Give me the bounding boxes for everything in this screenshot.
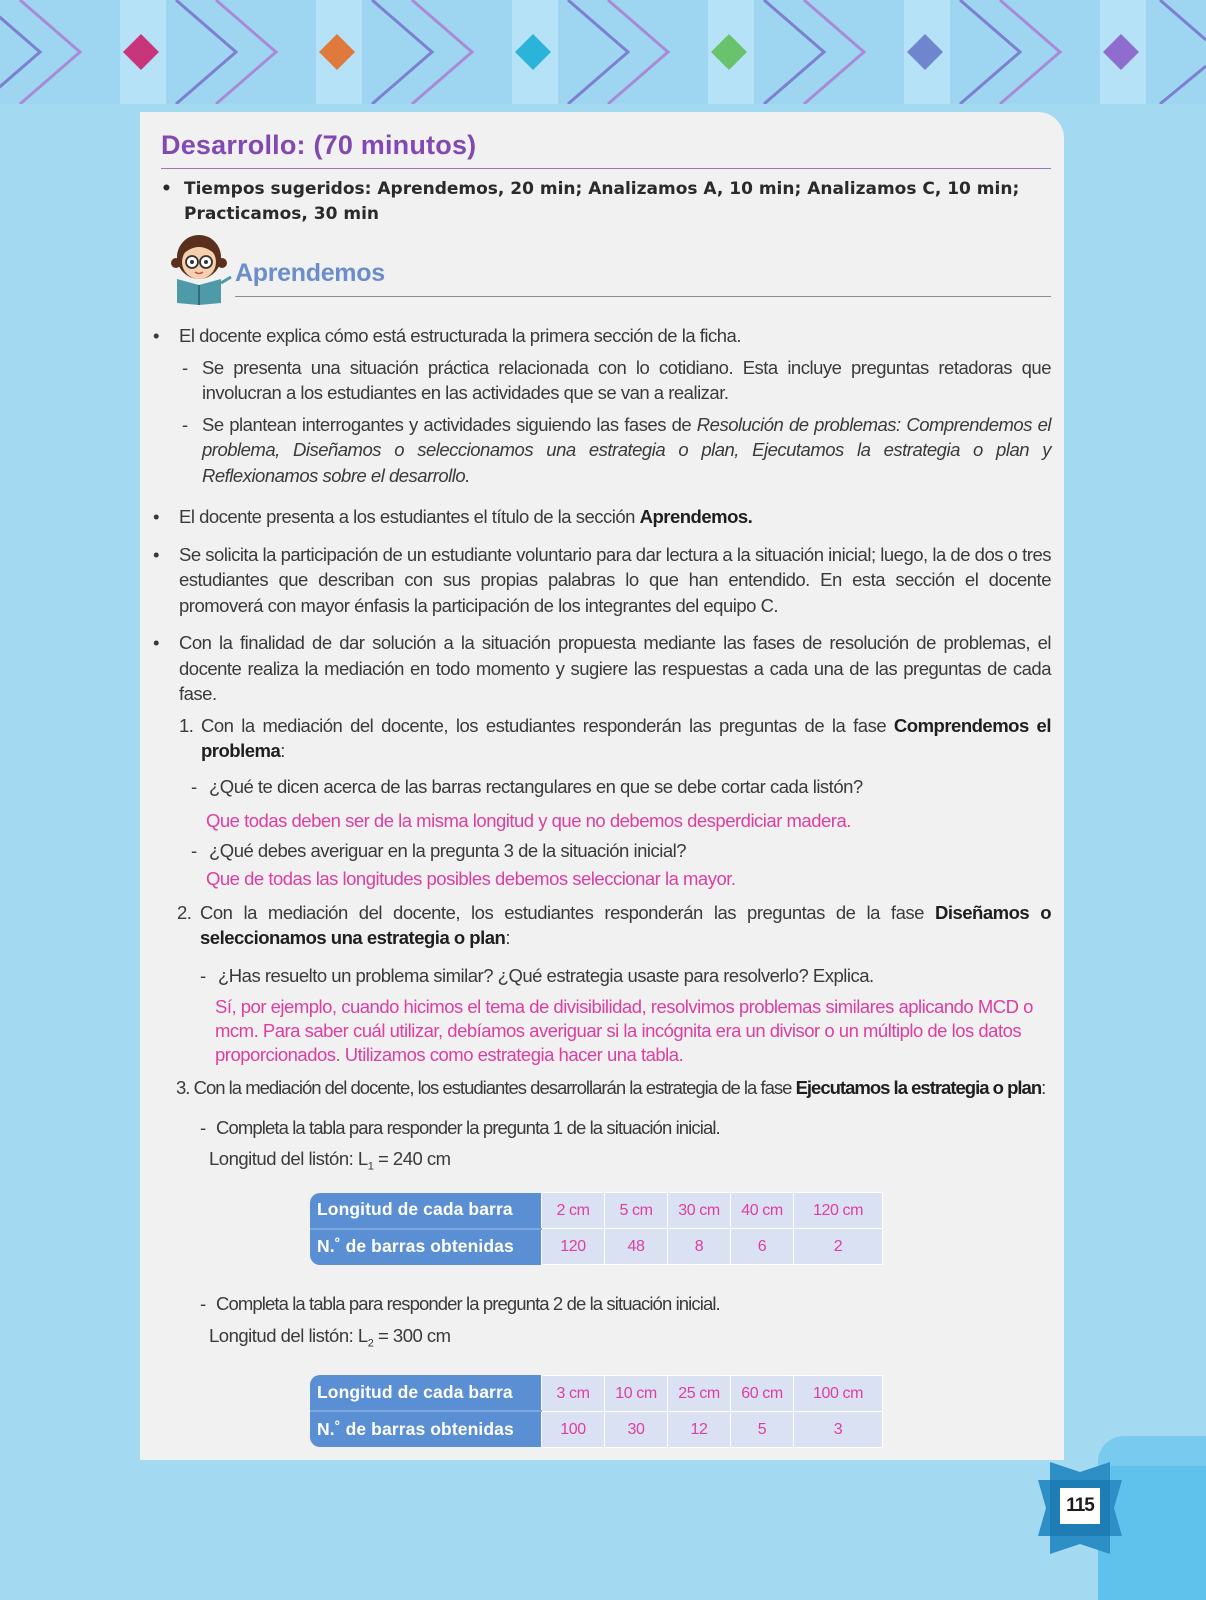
table-2 bbox=[310, 1375, 883, 1448]
table-cell: 10 cm bbox=[605, 1375, 668, 1411]
table-cell: 30 cm bbox=[668, 1193, 731, 1229]
question-text: ¿Qué debes averiguar en la pregunta 3 de la situación inicial? bbox=[209, 839, 687, 861]
girl-reading-icon bbox=[165, 233, 235, 305]
dash-marker: - bbox=[182, 356, 188, 378]
table-intro bbox=[161, 1291, 1051, 1317]
bullet-marker: • bbox=[153, 325, 159, 346]
dash-marker: - bbox=[191, 775, 197, 797]
decorative-banner bbox=[0, 0, 1206, 112]
aprendemos-title: Aprendemos bbox=[235, 259, 385, 287]
dash-item bbox=[161, 355, 1051, 406]
question bbox=[161, 838, 1051, 864]
section-title: Desarrollo: (70 minutos) bbox=[161, 130, 1051, 169]
liston-subscript: 2 bbox=[367, 1337, 374, 1350]
table-cell: 5 bbox=[731, 1411, 794, 1447]
table-cell: 100 cm bbox=[794, 1375, 883, 1411]
liston-length bbox=[209, 1146, 1051, 1180]
numbered-text-bold: Ejecutamos la estrategia o plan bbox=[795, 1077, 1042, 1098]
dash-marker: - bbox=[200, 1116, 206, 1138]
table-cell: 2 cm bbox=[542, 1193, 605, 1229]
table-row bbox=[310, 1411, 883, 1447]
table-cell: 30 bbox=[605, 1411, 668, 1447]
table-cell: 3 cm bbox=[542, 1375, 605, 1411]
table-cell: 5 cm bbox=[605, 1193, 668, 1229]
page-number-badge bbox=[1038, 1462, 1122, 1554]
table-row bbox=[310, 1193, 883, 1229]
answer: Sí, por ejemplo, cuando hicimos el tema de divisibilidad, resolvimos problemas similares aplicando MCD o mcm. Para saber cuál utilizar, debíamos averiguar si la incógnita era un divisor o un múltiplo de los datos proporcionados. Utilizamos como estrategia hacer una tabla. bbox=[215, 996, 1033, 1065]
answer: Que todas deben ser de la misma longitud y que no debemos desperdiciar madera. bbox=[206, 810, 851, 831]
dash-marker: - bbox=[182, 413, 188, 435]
row-header-length: Longitud de cada barra bbox=[310, 1375, 542, 1411]
answer: Que de todas las longitudes posibles debemos seleccionar la mayor. bbox=[206, 868, 736, 889]
question bbox=[161, 774, 1051, 800]
dash-text: Se presenta una situación práctica relacionada con lo cotidiano. Esta incluye preguntas retadoras que involucran a los estudiantes en las actividades que se van a realizar. bbox=[202, 356, 1051, 403]
question-text: ¿Qué te dicen acerca de las barras rectangulares en que se debe cortar cada listón? bbox=[209, 775, 863, 797]
bullet-text: El docente presenta a los estudiantes el título de la sección bbox=[179, 506, 640, 527]
table-cell: 25 cm bbox=[668, 1375, 731, 1411]
suggested-times bbox=[161, 177, 1051, 227]
liston-length-value: = 300 cm bbox=[373, 1324, 451, 1346]
dash-item bbox=[161, 412, 1051, 489]
table-cell: 6 bbox=[731, 1229, 794, 1265]
liston-length-value: = 240 cm bbox=[373, 1148, 451, 1169]
table-cell: 8 bbox=[668, 1229, 731, 1265]
bullet-item bbox=[153, 504, 1051, 530]
suggested-times-text: Tiempos sugeridos: Aprendemos, 20 min; Analizamos A, 10 min; Analizamos C, 10 min; Practicamos, 30 min bbox=[184, 179, 1020, 224]
numbered-text-bold: Diseñamos o seleccionamos una estrategia o plan bbox=[200, 901, 1052, 948]
liston-subscript: 1 bbox=[367, 1160, 374, 1173]
question bbox=[161, 963, 1051, 989]
liston-length-label: Longitud del listón: L bbox=[209, 1324, 368, 1346]
bullet-item bbox=[153, 323, 1051, 349]
numbered-item: 1. Con la mediación del docente, los estudiantes responderán las preguntas de la fase Comprendemos el problema: bbox=[179, 714, 1051, 761]
aprendemos-header bbox=[161, 231, 1051, 307]
body-text bbox=[153, 323, 1052, 1448]
row-header-count: N.˚ de barras obtenidas bbox=[310, 1229, 542, 1265]
table-cell: 2 bbox=[794, 1229, 883, 1265]
dash-text-italic: Resolución de problemas: Comprendemos el problema, Diseñamos o seleccionamos una estrategia o plan, Ejecutamos la estrategia o plan y Reflexionamos sobre el desarrollo. bbox=[202, 413, 1051, 486]
table-intro-text: Completa la tabla para responder la pregunta 1 de la situación inicial. bbox=[216, 1116, 720, 1138]
row-header-length: Longitud de cada barra bbox=[310, 1193, 542, 1229]
table-cell: 120 cm bbox=[794, 1193, 883, 1229]
bullet-text-bold: Aprendemos. bbox=[639, 506, 753, 527]
numbered-text-bold: Comprendemos el problema bbox=[201, 714, 1051, 761]
bullet-marker: • bbox=[153, 543, 159, 565]
bullet-text: El docente explica cómo está estructurada la primera sección de la ficha. bbox=[179, 325, 741, 346]
bullet-marker: • bbox=[153, 506, 159, 527]
number-marker: 2. bbox=[177, 901, 192, 923]
row-header-count: N.˚ de barras obtenidas bbox=[310, 1411, 542, 1447]
table-intro bbox=[161, 1115, 1051, 1141]
dash-marker: - bbox=[200, 1293, 206, 1315]
table-cell: 120 bbox=[542, 1229, 605, 1265]
table-row bbox=[310, 1375, 883, 1411]
dash-text: Se plantean interrogantes y actividades siguiendo las fases de bbox=[202, 413, 697, 435]
table-cell: 40 cm bbox=[731, 1193, 794, 1229]
numbered-text: Con la mediación del docente, los estudiantes desarrollarán la estrategia de la fase bbox=[193, 1077, 796, 1098]
number-marker: 1. bbox=[179, 714, 194, 736]
table-cell: 48 bbox=[605, 1229, 668, 1265]
numbered-text: Con la mediación del docente, los estudiantes responderán las preguntas de la fase bbox=[201, 714, 894, 736]
dash-marker: - bbox=[200, 964, 206, 986]
page-content bbox=[153, 130, 1052, 1448]
bullet-item bbox=[153, 542, 1051, 619]
numbered-item: 3. Con la mediación del docente, los estudiantes desarrollarán la estrategia de la fase Ejecutamos la estrategia o plan: bbox=[176, 1077, 1046, 1098]
numbered-item: 2. Con la mediación del docente, los estudiantes responderán las preguntas de la fase Diseñamos o seleccionamos una estrategia o plan: bbox=[177, 901, 1052, 948]
table-cell: 3 bbox=[794, 1411, 883, 1447]
table-cell: 60 cm bbox=[731, 1375, 794, 1411]
question-text: ¿Has resuelto un problema similar? ¿Qué estrategia usaste para resolverlo? Explica. bbox=[218, 964, 874, 986]
bullet-text: Con la finalidad de dar solución a la situación propuesta mediante las fases de resolución de problemas, el docente realiza la mediación en todo momento y sugiere las respuestas a cada una de las preguntas de cada fase. bbox=[179, 632, 1051, 704]
dash-marker: - bbox=[191, 839, 197, 861]
numbered-text: Con la mediación del docente, los estudiantes responderán las preguntas de la fase bbox=[200, 901, 935, 923]
bullet-marker: • bbox=[161, 179, 172, 199]
liston-length-label: Longitud del listón: L bbox=[209, 1148, 368, 1169]
table-intro-text: Completa la tabla para responder la pregunta 2 de la situación inicial. bbox=[216, 1293, 720, 1315]
bullet-marker: • bbox=[153, 632, 159, 653]
table-cell: 100 bbox=[542, 1411, 605, 1447]
bullet-item bbox=[153, 630, 1051, 707]
table-cell: 12 bbox=[668, 1411, 731, 1447]
number-marker: 3. bbox=[176, 1077, 190, 1098]
table-row bbox=[310, 1229, 883, 1265]
divider bbox=[235, 296, 1051, 297]
page-number: 115 bbox=[1060, 1488, 1100, 1524]
table-1 bbox=[310, 1192, 883, 1265]
bullet-text: Se solicita la participación de un estudiante voluntario para dar lectura a la situación inicial; luego, la de dos o tres estudiantes que describan con sus propias palabras lo que han entendido. En esta sección el docente promoverá con mayor énfasis la participación de los integrantes del equipo C. bbox=[179, 543, 1051, 616]
liston-length bbox=[209, 1323, 1051, 1357]
